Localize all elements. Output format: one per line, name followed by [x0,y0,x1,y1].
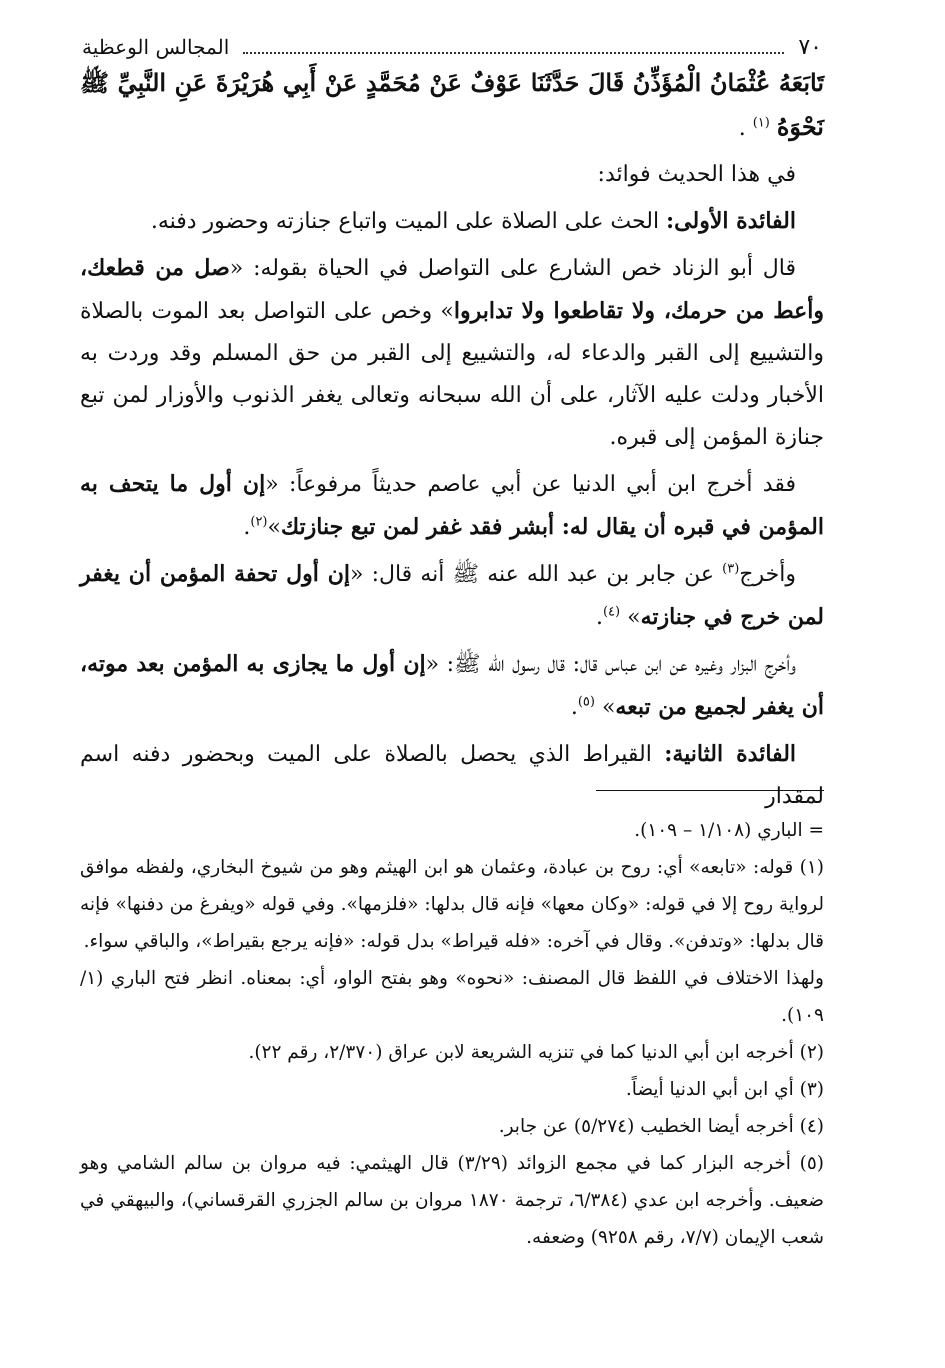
text-segment: » [594,695,616,720]
text-segment: وأخرج البزار وغيره عن ابن عباس قال: قال رسول الله ﷺ: « [425,652,796,677]
benefit-1-label: الفائدة الأولى: [666,208,796,234]
header-dot-leader [243,40,784,54]
footnote-ref-4: (٤) [602,604,621,620]
benefit-2-label: الفائدة الثانية: [664,741,797,767]
footnote-ref-5: (٥) [577,694,595,710]
text-segment: عن جابر بن عبد الله عنه ﷺ أنه قال: « [349,562,723,587]
paragraph-hadith-chain [80,62,824,150]
text-segment: » [620,605,641,630]
footnotes [80,812,824,1256]
page-header [82,30,822,64]
page-number: ٧٠ [798,34,822,60]
punctuation: . [595,605,603,630]
text-segment: » وخص على التواصل بعد الموت بالصلاة والتشييع إلى القبر والدعاء له، والتشييع إلى القبر من حق المسلم وقد وردت به الأخبار ودلت عليه الآثار، على أن الله سبحانه وتعالى يغفر الذنوب والأوزار لمن تبع جنازة المؤمن إلى قبره. [80,299,824,450]
footnote-1-cont: ولهذا الاختلاف في اللفظ قال المصنف: «نحوه» وهو بفتح الواو، أي: بمعناه. انظر فتح الباري (١/ ١٠٩). [80,968,824,1026]
main-text [80,62,824,822]
footnote-ref-2: (٢) [250,514,268,530]
footnote-separator [596,790,824,791]
footnote-5: (٥) أخرجه البزار كما في مجمع الزوائد (٣/٢٩) قال الهيثمي: فيه مروان بن سالم الشامي وهو ضعيف. وأخرجه ابن عدي (٦/٣٨٤، ترجمة ١٨٧٠ مروان بن سالم الجزري القرقساني)، والبيهقي في شعب الإيمان (٧/٧، رقم ٩٢٥٨) وضعفه. [80,1153,825,1248]
footnote-ref-3: (٣) [722,561,740,577]
text-segment: فقد أخرج ابن أبي الدنيا عن أبي عاصم حديثاً مرفوعاً: « [265,472,796,497]
footnote-continuation: = الباري (١/١٠٨ – ١٠٩). [634,820,824,841]
footnote-4: (٤) أخرجه أيضا الخطيب (٥/٢٧٤) عن جابر. [498,1116,824,1137]
hadith-text: تَابَعَهُ عُثْمَانُ الْمُؤَذِّنُ قَالَ حَدَّثَنَا عَوْفٌ عَنْ مُحَمَّدٍ عَنْ أَبِي هُرَيْرَةَ عَنِ النَّبِيِّ ﷺ نَحْوَهُ [80,68,824,141]
paragraph-jabir [80,553,824,639]
punctuation: . [243,515,251,540]
text-segment: وأخرج [739,562,796,587]
paragraph-benefit-1 [80,200,824,243]
running-title: المجالس الوعظية [82,35,230,59]
benefit-2-text: القيراط الذي يحصل بالصلاة على الميت وبحضور دفنه اسم لمقدار [80,742,824,809]
paragraph-benefit-2 [80,733,824,818]
paragraph-bazzar [80,643,824,729]
text-segment: » [267,515,281,540]
punctuation: . [570,695,578,720]
text-segment: قال أبو الزناد خص الشارع على التواصل في الحياة بقوله: « [229,256,796,281]
footnote-2: (٢) أخرجه ابن أبي الدنيا كما في تنزيه الشريعة لابن عراق (٢/٣٧٠، رقم ٢٢). [248,1042,824,1063]
quoted-hadith: إن أول ما يجازى به المؤمن بعد موته، أن يغفر لجميع من تبعه [80,651,824,720]
footnote-1: (١) قوله: «تابعه» أي: روح بن عبادة، وعثمان هو ابن الهيثم وهو من شيوخ البخاري، ولفظه موافق لرواية روح إلا في قوله: «وكان معها» فإنه قال بدلها: «فلزمها». وفي قوله «ويفرغ من دفنها» فإنه قال بدلها: «وتدفن». وقال في آخره: «فله قيراط» بدل قوله: «فإنه يرجع بقيراط»، والباقي سواء. [80,857,824,952]
paragraph-ibn-abi-dunya [80,463,824,549]
quoted-hadith: إن أول ما يتحف به المؤمن في قبره أن يقال له: أبشر فقد غفر لمن تبع جنازتك [80,471,824,540]
paragraph-intro: في هذا الحديث فوائد: [597,162,796,187]
paragraph-abu-zinad [80,247,824,459]
punctuation: . [738,116,753,141]
footnote-3: (٣) أي ابن أبي الدنيا أيضاً. [625,1079,824,1100]
benefit-1-text: الحث على الصلاة على الميت واتباع جنازته وحضور دفنه. [150,209,667,234]
footnote-ref-1: (١) [752,115,770,131]
quoted-hadith: صل من قطعك، وأعط من حرمك، ولا تقاطعوا ولا تدابروا [80,255,824,324]
quoted-hadith: إن أول تحفة المؤمن أن يغفر لمن خرج في جنازته [80,561,824,630]
